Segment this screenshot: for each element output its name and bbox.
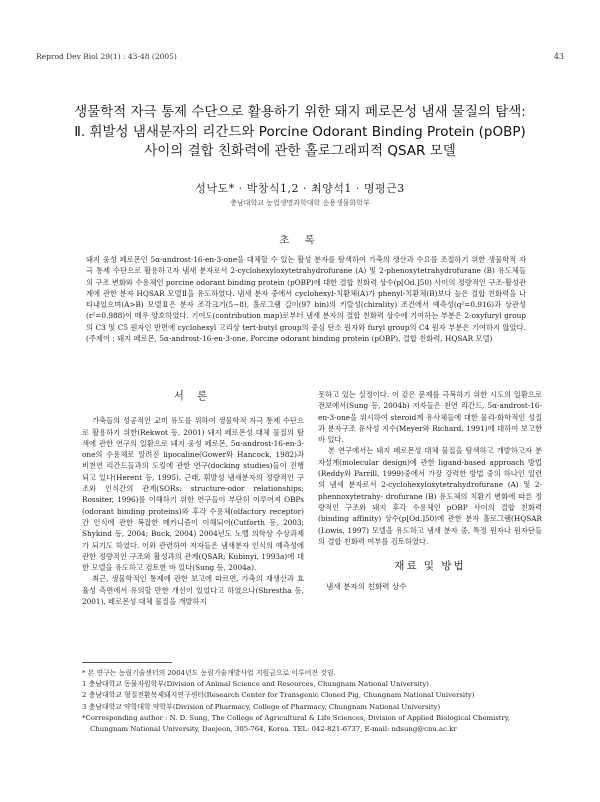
title-line-1: 생물학적 자극 통제 수단으로 활용하기 위한 돼지 페로몬성 냄새 물질의 탐색: <box>74 104 526 120</box>
journal-citation: Reprod Dev Biol 29(1) : 43-48 (2005) <box>36 52 177 61</box>
intro-paragraph-3: 본 연구에서는 돼지 페로몬성 대체 물질을 탐색하고 개발하고자 분자설계(molecular design)에 관한 ligand-based approach 방법(Reddy와 Parrill, 1999)중에서 가장 강력한 방법 중의 하나인 일련의 냄새 분자로서 2-cyclohexyloxytetrahydrofurane (A) 및 2-phennoxytetrahy- drofurane (B) 유도체의 치환기 변화에 따른 정량적인 구조와 돼지 후각 수용체인 pOBP 사이의 결합 친화력(binding affinity) 상수(p[Od.]50)에 관한 분자 홀로그램(HQSAR (Lowis, 1997) 모델을 유도하고 냄새 분자 중, 특정 원자나 원자단들의 결합 친화력 여부를 검토하였다. <box>318 446 542 546</box>
footnote-corresponding: *Corresponding author : N. D. Sung, The College of Agricultural & Life Sciences, Division of Applied Biological Chemistry, Chungnam National University, Daejeon, 305-764, Korea. TEL: 042-821-6737, E-mail: ndsung@cnu.ac.kr <box>82 713 511 734</box>
footnote-divider <box>82 662 172 663</box>
footnote-funding: * 본 연구는 농림기술센터의 2004년도 농림기술개발사업 지원금으로 이루어진 것임. <box>82 669 336 677</box>
abstract-body: 돼지 웅성 페로몬인 5α-androst-16-en-3-one을 대체할 수 있는 활성 분자를 탐색하여 가축의 생산과 수요를 조절하기 위한 생물학적 자극 통제 수단으로 활용하고자 냄새 분자로서 2-cyclohexyloxytetrahydrofurane (A) 및 2-phenoxytetrahydrofurane (B) 유도체들의 구조 변화와 수용체인 porcine odorant binding protein (pOBP)에 대한 결합 친화력 상수(p[Od.]50) 사이의 정량적인 구조-활성관계에 관한 분자 HQSAR 모델Ⅱ을 유도하였다. 냄새 분자 중에서 cyclohexyl-치환체(A)가 phenyl-치환체(B)보다 높은 결합 친화력을 나타내었으며(A>B) 모델Ⅱ은 분자 조각크기(5∼8), 홀로그램 길이(97 bin)의 키랄성(chirality) 조건에서 예측성(q²=0.916)과 상관성(r²=0.988)이 매우 양호하였다. 기여도(contribution map)로부터 냄새 분자의 결합 친화력 상수에 기여하는 부분은 2-oxyfuryl group의 C3 및 C5 원자인 반면에 cyclohexyl 고리상 tert-butyl group의 중심 탄소 원자와 furyl group의 C4 원자 부분은 기여하지 않았다. (주제어 : 돼지 페로몬, 5α-androst-16-en-3-one, Porcine odorant binding protein (pOBP), 결합 친화력, HQSAR 모델) <box>86 255 526 344</box>
author-list: 성낙도* · 박창식1,2 · 최양석1 · 명평근3 <box>195 182 405 195</box>
intro-paragraph-2: 최근, 생물학적인 통제에 관한 보고에 따르면, 가축의 재생산과 효율성 측면에서 유의할 만한 개선이 있었다고 하였으나(Shrestha 등, 2001), 페로몬성 대체 물질을 개발하지 <box>82 574 304 607</box>
methods-subheading: 냄새 분자의 친화력 상수 <box>326 582 407 592</box>
title-line-2: Ⅱ. 휘발성 냄새분자의 리간드와 Porcine Odorant Binding Protein (pOBP) <box>74 123 526 140</box>
page-number: 43 <box>553 52 564 61</box>
footnote-affil-3: 3 충남대학교 약학대학 약학부(Division of Pharmacy, College of Pharmacy, Chungnam National University) <box>82 702 441 711</box>
footnotes <box>82 668 542 735</box>
right-column <box>318 389 542 593</box>
abstract-heading: 초 록 <box>279 234 321 246</box>
methods-heading: 재료 및 방법 <box>394 560 466 573</box>
intro-paragraph-1: 가축들의 성공적인 교미 유도를 위하여 생물학적 자극 통제 수단으로 활용하기 위한(Rekwot 등, 2001) 돼지 페로몬성 대체 물질의 탐색에 관한 연구의 일환으로 돼지 웅성 페로몬, 5α-androst-16-en-3-one의 수용체로 알려진 lipocaline(Gower와 Hancock, 1982)과 비천연 리간드들과의 도킹에 관한 연구(docking studies)들이 진행되고 있다(Herent 등, 1995). 근래, 휘발성 냄새분자의 정량적인 구조와 인식간의 관계(SORs: structure-odor relationships; Rossiter, 1996)를 이해하기 위한 연구들이 부단히 이루어져 OBPs (odorant binding proteins)와 후각 수용체(olfactory receptor) 간 인식에 관한 복잡한 메카니즘이 이해되어(Cutforth 등, 2003; Shykind 등, 2004; Buck, 2004) 2004년도 노벨 의학상 수상과제가 되기도 하였다. 이와 관련하여 저자들은 냄새분자 인식의 예측성에 관한 정량적인 구조와 활성과의 관계(QSAR; Kubinyi, 1993a)에 대한 모델을 유도하고 검토한 바 있다(Sung 등, 2004a). <box>82 416 304 573</box>
footnote-affil-1: 1 충남대학교 동물자원학부(Division of Animal Science and Resources, Chungnam National University) <box>82 680 429 689</box>
affiliation: 충남대학교 농업생명과학대학 응용생물화학부 <box>230 199 370 207</box>
paper-title <box>40 103 560 162</box>
intro-continued: 못하고 있는 실정이다. 이 같은 문제를 극복하기 위한 시도의 일환으로 전보에서(Sung 등, 2004b) 저자들은 천연 리간드, 5α-androst-16-en-3-one을 위시하여 steroid계 유사체들에 대한 물리-화학적인 성질과 분자구조 유사성 지수(Meyer와 Richard, 1991)에 대하여 보고한 바 있다. <box>318 390 542 445</box>
footnote-affil-2: 2 충남대학교 형질전환복제돼지연구센터(Research Center for Transgenic Cloned Pig, Chungnam National University) <box>82 691 475 700</box>
left-column <box>82 390 304 607</box>
running-header <box>36 52 564 61</box>
title-line-3: 사이의 결합 친화력에 관한 홀로그래피적 QSAR 모델 <box>144 143 456 159</box>
intro-heading: 서 론 <box>173 390 213 402</box>
